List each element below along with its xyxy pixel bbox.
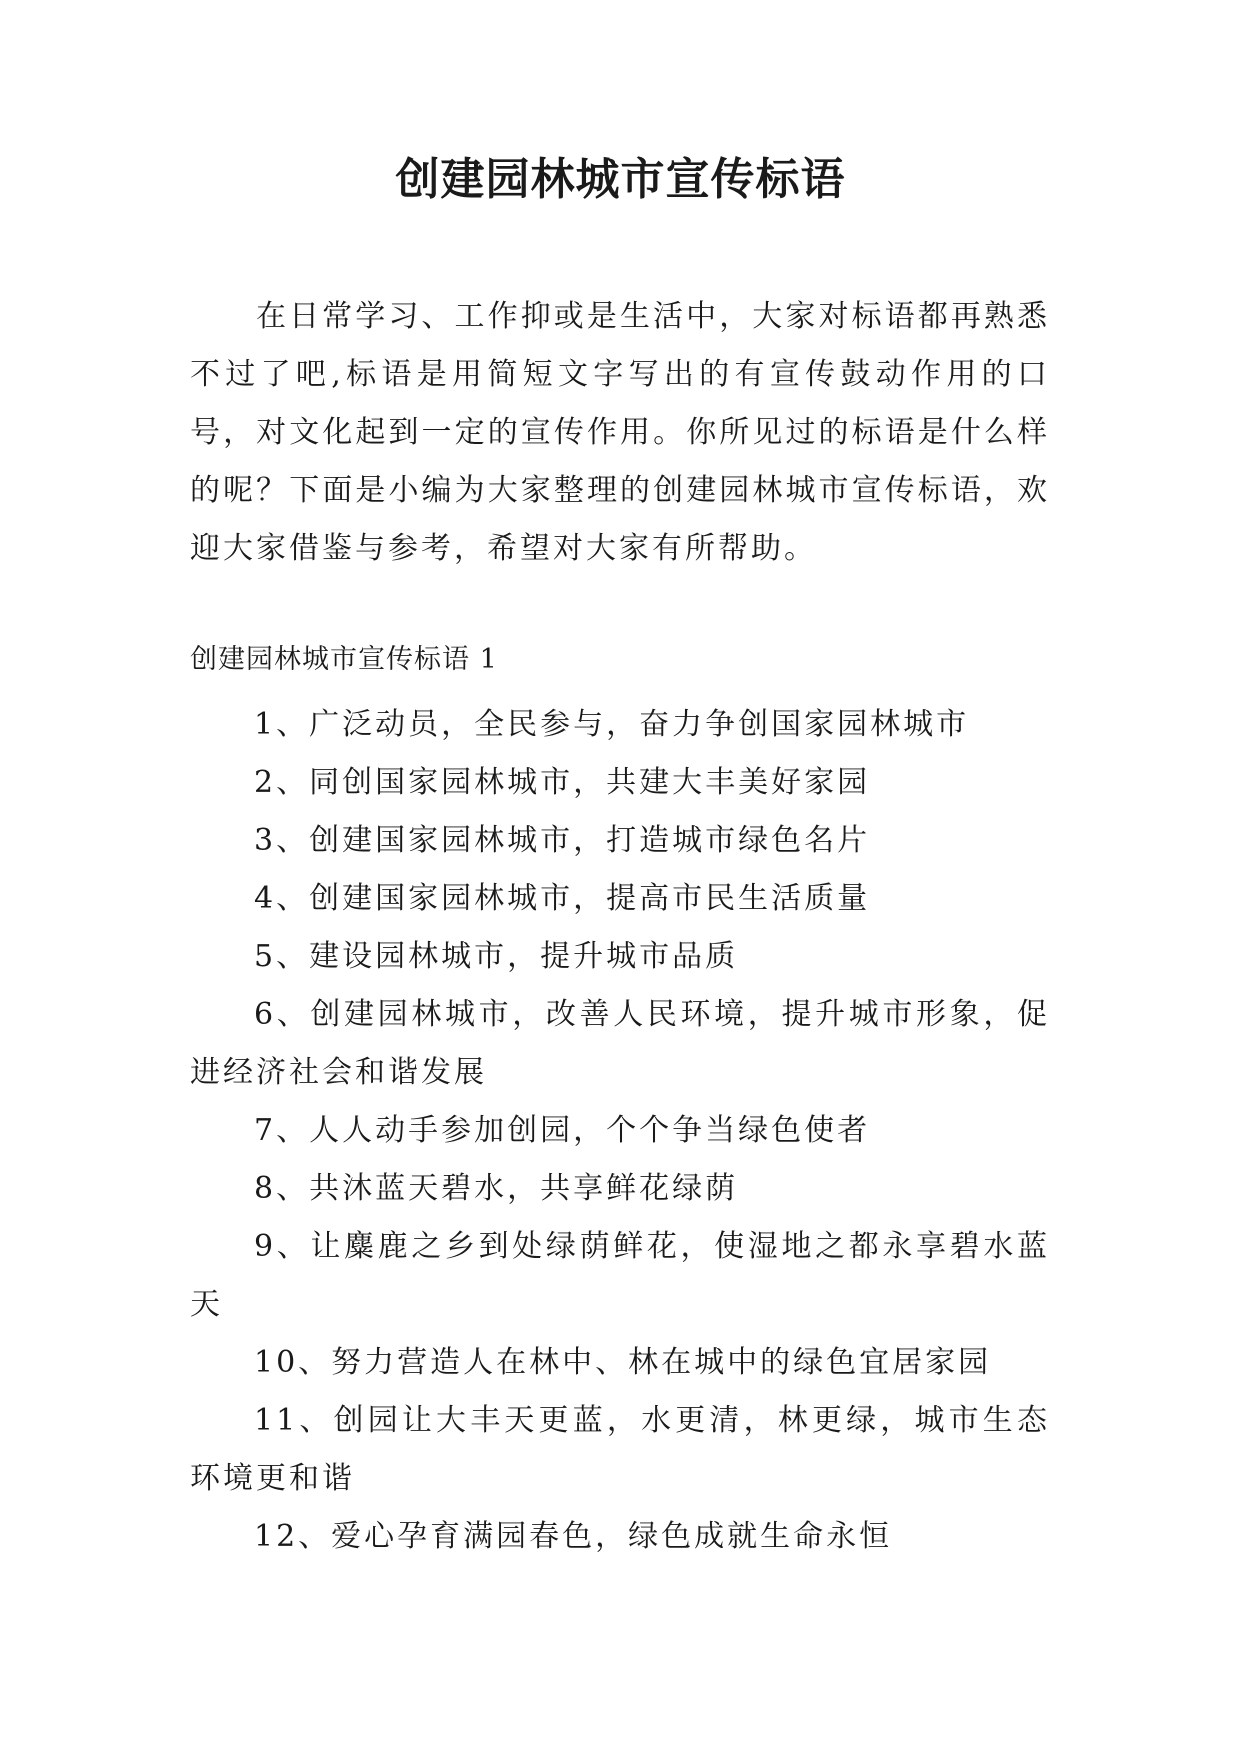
document-title: 创建园林城市宣传标语: [395, 154, 846, 205]
slogan-item: 1、广泛动员，全民参与，奋力争创国家园林城市: [254, 707, 970, 742]
slogan-item: 3、创建国家园林城市，打造城市绿色名片: [254, 823, 871, 858]
slogan-item: 5、建设园林城市，提升城市品质: [254, 939, 739, 974]
slogan-item: 9、让麋鹿之乡到处绿荫鲜花，使湿地之都永享碧水蓝天: [190, 1229, 1050, 1322]
slogan-list: [190, 696, 1050, 1566]
slogan-item: 10、努力营造人在林中、林在城中的绿色宜居家园: [254, 1345, 992, 1380]
intro-paragraph: 在日常学习、工作抑或是生活中，大家对标语都再熟悉不过了吧,标语是用简短文字写出的有宣传鼓动作用的口号，对文化起到一定的宣传作用。你所见过的标语是什么样的呢？下面是小编为大家整理的创建园林城市宣传标语，欢迎大家借鉴与参考，希望对大家有所帮助。: [190, 299, 1050, 566]
slogan-item: 6、创建园林城市，改善人民环境，提升城市形象，促进经济社会和谐发展: [190, 997, 1050, 1090]
slogan-item: 4、创建国家园林城市，提高市民生活质量: [254, 881, 871, 916]
section-heading: 创建园林城市宣传标语 1: [190, 644, 498, 675]
slogan-item: 7、人人动手参加创园，个个争当绿色使者: [254, 1113, 871, 1148]
slogan-item: 12、爱心孕育满园春色，绿色成就生命永恒: [254, 1519, 893, 1554]
slogan-item: 2、同创国家园林城市，共建大丰美好家园: [254, 765, 871, 800]
slogan-item: 11、创园让大丰天更蓝，水更清，林更绿，城市生态环境更和谐: [190, 1403, 1050, 1496]
slogan-item: 8、共沐蓝天碧水，共享鲜花绿荫: [254, 1171, 739, 1206]
